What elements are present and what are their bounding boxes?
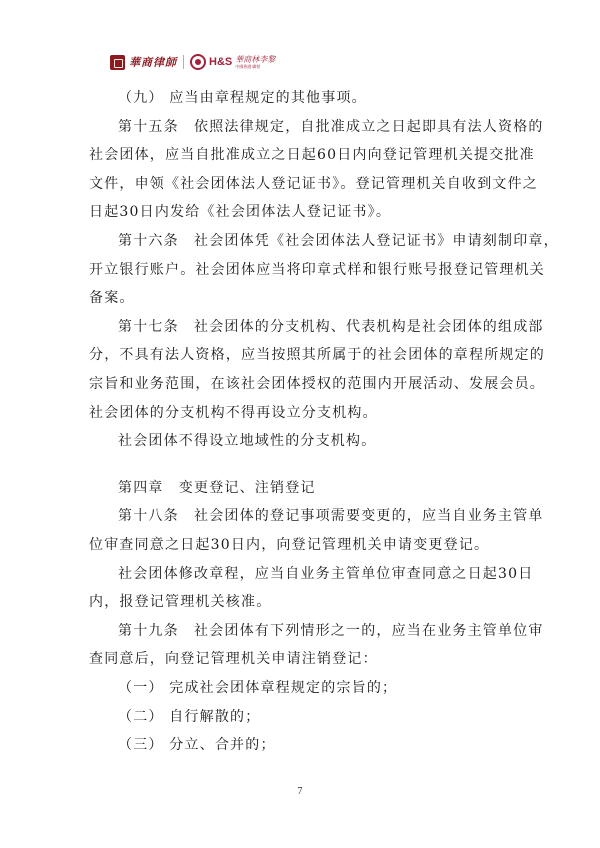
text-line: 第十六条 社会团体凭《社会团体法人登记证书》申请刻制印章，: [118, 233, 559, 249]
text-line: 日起30日内发给《社会团体法人登记证书》。: [89, 204, 392, 220]
seal-icon: [110, 55, 125, 70]
text-line: 分，不具有法人资格，应当按照其所属于的社会团体的章程所规定的: [89, 347, 545, 363]
page-number: 7: [297, 786, 303, 797]
text-line: 第十九条 社会团体有下列情形之一的，应当在业务主管单位审: [118, 623, 544, 639]
logo-right-sub: 中國香港 聯營: [235, 63, 261, 69]
text-line: 第十七条 社会团体的分支机构、代表机构是社会团体的组成部: [118, 319, 544, 335]
firm-logo-left: [110, 54, 177, 70]
text-line: （九） 应当由章程规定的其他事项。: [118, 90, 367, 106]
list-item: （三） 分立、合并的；: [118, 737, 276, 753]
text-line: 社会团体修改章程，应当自业务主管单位审查同意之日起30日: [118, 566, 534, 582]
logo-right-cn: 華商林李黎: [235, 54, 276, 64]
firm-logo-right: [190, 54, 275, 70]
text-line: 第十五条 依照法律规定，自批准成立之日起即具有法人资格的: [118, 119, 544, 135]
header-logos: [110, 50, 275, 74]
list-item: （一） 完成社会团体章程规定的宗旨的；: [118, 680, 398, 696]
logo-right-cn-block: [235, 56, 275, 69]
text-line: 社会团体，应当自批准成立之日起60日内向登记管理机关提交批准: [89, 147, 535, 163]
logo-divider: [183, 55, 184, 69]
logo-right-text: H&S: [209, 56, 233, 68]
logo-left-text: 華商律師: [129, 56, 177, 69]
text-line: 文件，申领《社会团体法人登记证书》。登记管理机关自收到文件之: [89, 176, 538, 192]
text-line: 开立银行账户。社会团体应当将印章式样和银行账号报登记管理机关: [89, 262, 545, 278]
chapter-heading: 第四章 变更登记、注销登记: [118, 480, 316, 496]
text-line: 内，报登记管理机关核准。: [89, 594, 272, 610]
hs-circle-icon: [190, 54, 206, 70]
text-line: 宗旨和业务范围，在该社会团体授权的范围内开展活动、发展会员。: [89, 376, 545, 392]
text-line: 备案。: [89, 290, 135, 306]
text-line: 社会团体不得设立地域性的分支机构。: [118, 433, 377, 449]
text-line: 社会团体的分支机构不得再设立分支机构。: [89, 405, 378, 421]
list-item: （二） 自行解散的；: [118, 709, 261, 725]
text-line: 第十八条 社会团体的登记事项需要变更的，应当自业务主管单: [118, 508, 544, 524]
text-line: 位审查同意之日起30日内，向登记管理机关申请变更登记。: [89, 537, 490, 553]
text-line: 查同意后，向登记管理机关申请注销登记：: [89, 651, 378, 667]
